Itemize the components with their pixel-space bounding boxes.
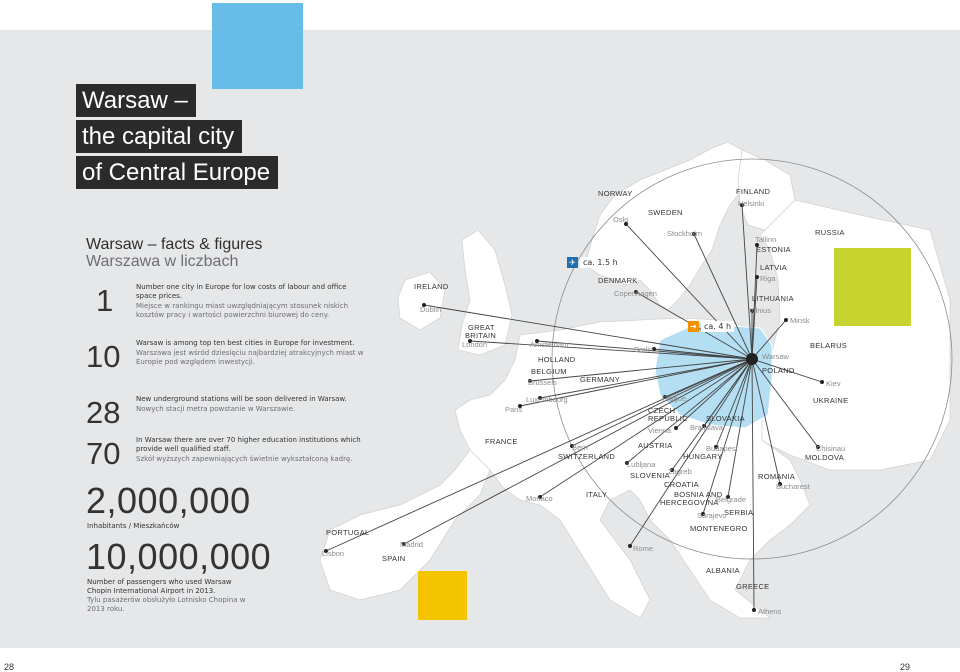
city-label-chisinau: Chisinau [816,444,846,453]
city-label-stockholm: Stockholm [667,229,703,238]
label-slovenia: SLOVENIA [630,471,670,480]
title-line-1: Warsaw – [76,84,196,117]
page-title [76,84,278,192]
label-serbia: SERBIA [724,508,754,517]
city-label-prague: Prague [662,394,687,403]
label-gb-line1: GREAT [468,323,495,332]
car-icon: ➔ [688,321,699,332]
green-square [834,248,911,326]
yellow-square [418,571,467,620]
fact-text-en: Warsaw is among top ten best cities in Europe for investment. [136,339,355,347]
passengers-number: 10,000,000 [86,536,272,577]
city-label-minsk: Minsk [790,316,810,325]
facts-heading [86,236,262,270]
city-label-bucharest: Bucharest [776,482,810,491]
city-label-kiev: Kiev [826,379,841,388]
label-estonia: ESTONIA [756,245,791,254]
label-hungary: HUNGARY [683,452,723,461]
inhabitants-number: 2,000,000 [86,480,251,521]
city-label-ljubljana: Lubljana [627,460,656,469]
city-label-helsinki: Helsinki [738,199,765,208]
facts-heading-en: Warsaw – facts & figures [86,236,263,253]
label-albania: ALBANIA [706,566,740,575]
drive-time-badge [688,321,734,332]
label-latvia: LATVIA [760,263,788,272]
label-switzerland: SWITZERLAND [558,452,616,461]
title-line-3: of Central Europe [76,156,278,189]
city-label-monaco: Monaco [526,494,553,503]
city-label-amsterdam: Amsterdam [530,340,569,349]
label-holland: HOLLAND [538,355,576,364]
label-austria: AUSTRIA [638,441,673,450]
label-spain: SPAIN [382,554,406,563]
city-label-london: London [462,340,488,349]
blue-square [212,3,303,89]
fact-number: 10 [86,339,121,374]
flight-time-badge [567,257,621,268]
label-bosnia-line2: HERCEGOVINA [660,498,719,507]
city-label-vienna: Vienna [648,426,672,435]
passengers-caption-en: Number of passengers who used Warsaw Chopin International Airport in 2013. [87,578,232,595]
city-label-zagreb: Zagreb [668,467,692,476]
city-label-madrid: Madrid [400,540,423,549]
fact-text-en: In Warsaw there are over 70 higher education institutions which provide well qualified staff. [136,436,361,453]
label-poland: POLAND [762,366,795,375]
label-lithuania: LITHUANIA [752,294,794,303]
city-label-brussels: Brussels [528,378,557,387]
city-label-athens: Athens [758,607,782,616]
fact-text-en: Number one city in Europe for low costs of labour and office space prices. [136,283,347,300]
drive-time-label: ca. 4 h [701,321,734,332]
city-label-riga: Riga [760,274,776,283]
label-italy: ITALY [586,490,608,499]
fact-text-pl: Szkół wyższych zapewniających świetnie wykształconą kadrę. [136,455,353,463]
city-label-bern: Bern [572,443,588,452]
city-label-bratislava: Bratislava [690,423,723,432]
label-ukraine: UKRAINE [813,396,849,405]
city-dot-minsk [784,318,788,322]
label-germany: GERMANY [580,375,621,384]
city-label-rome: Rome [633,544,654,553]
flight-time-label: ca. 1.5 h [580,257,621,268]
airplane-icon: ✈ [567,257,578,268]
land-east [760,200,950,470]
city-label-berlin: Berlin [634,345,654,354]
fact-text-pl: Nowych stacji metra powstanie w Warszawie. [136,405,296,413]
city-label-oslo: Oslo [613,215,629,224]
label-france: FRANCE [485,437,518,446]
label-russia: RUSSIA [815,228,845,237]
city-label-sarajevo: Sarajevo [697,511,727,520]
label-slovakia: SLOVAKIA [706,414,745,423]
fact-number: 28 [86,395,121,430]
label-portugal: PORTUGAL [326,528,370,537]
city-dot-athens [752,608,756,612]
warsaw-hub [746,353,758,365]
city-label-vilnius: Vilnius [749,306,771,315]
label-ireland: IRELAND [414,282,449,291]
city-label-budapest: Budapest [706,444,738,453]
land-ireland [398,272,445,330]
city-label-dublin: Dublin [420,305,442,314]
label-finland: FINLAND [736,187,771,196]
city-dot-kiev [820,380,824,384]
fact-text-pl: Warszawa jest wśród dziesięciu najbardziej atrakcyjnych miast w Europie pod względem inwestycji. [136,349,364,366]
city-label-copenhagen: Copenhagen [614,289,657,298]
fact-number: 70 [86,436,121,471]
city-label-warsaw: Warsaw [762,352,789,361]
label-belarus: BELARUS [810,341,848,350]
label-romania: ROMANIA [758,472,796,481]
fact-number: 1 [96,283,114,318]
city-label-lisbon: Lisbon [322,549,345,558]
label-gb-line2: BRITAIN [465,331,497,340]
label-denmark: DENMARK [598,276,638,285]
passengers-caption [87,578,247,614]
city-label-luxembourg: Luxembourg [526,395,568,404]
label-sweden: SWEDEN [648,208,683,217]
label-montenegro: MONTENEGRO [690,524,748,533]
label-moldova: MOLDOVA [805,453,845,462]
label-belgium: BELGIUM [531,367,567,376]
title-line-2: the capital city [76,120,242,153]
inhabitants-caption: Inhabitants / Mieszkańców [87,522,180,530]
city-label-paris: Paris [505,405,523,414]
page-number-left: 28 [4,662,15,672]
fact-text-en: New underground stations will be soon delivered in Warsaw. [136,395,347,403]
page-number-right: 29 [900,662,911,672]
label-czech-line1: CZECH [648,406,676,415]
passengers-caption-pl: Tylu pasażerów obsłużyło Lotnisko Chopina w 2013 roku. [87,596,246,613]
label-croatia: CROATIA [664,480,699,489]
city-label-belgrade: Belgrade [716,495,747,504]
label-norway: NORWAY [598,189,633,198]
label-czech-line2: REPUBLIC [648,414,688,423]
facts-heading-pl: Warszawa w liczbach [86,253,239,270]
fact-text-pl: Miejsce w rankingu miast uwzględniającym stosunek niskich kosztów pracy i wartości powierzchni biurowej do ceny. [136,302,349,319]
city-label-tallinn: Tallinn [755,235,777,244]
city-dot-rome [628,544,632,548]
label-greece: GREECE [736,582,770,591]
city-dot-riga [755,275,759,279]
city-dot-vienna [674,426,678,430]
label-bosnia-line1: BOSNIA AND [674,490,723,499]
